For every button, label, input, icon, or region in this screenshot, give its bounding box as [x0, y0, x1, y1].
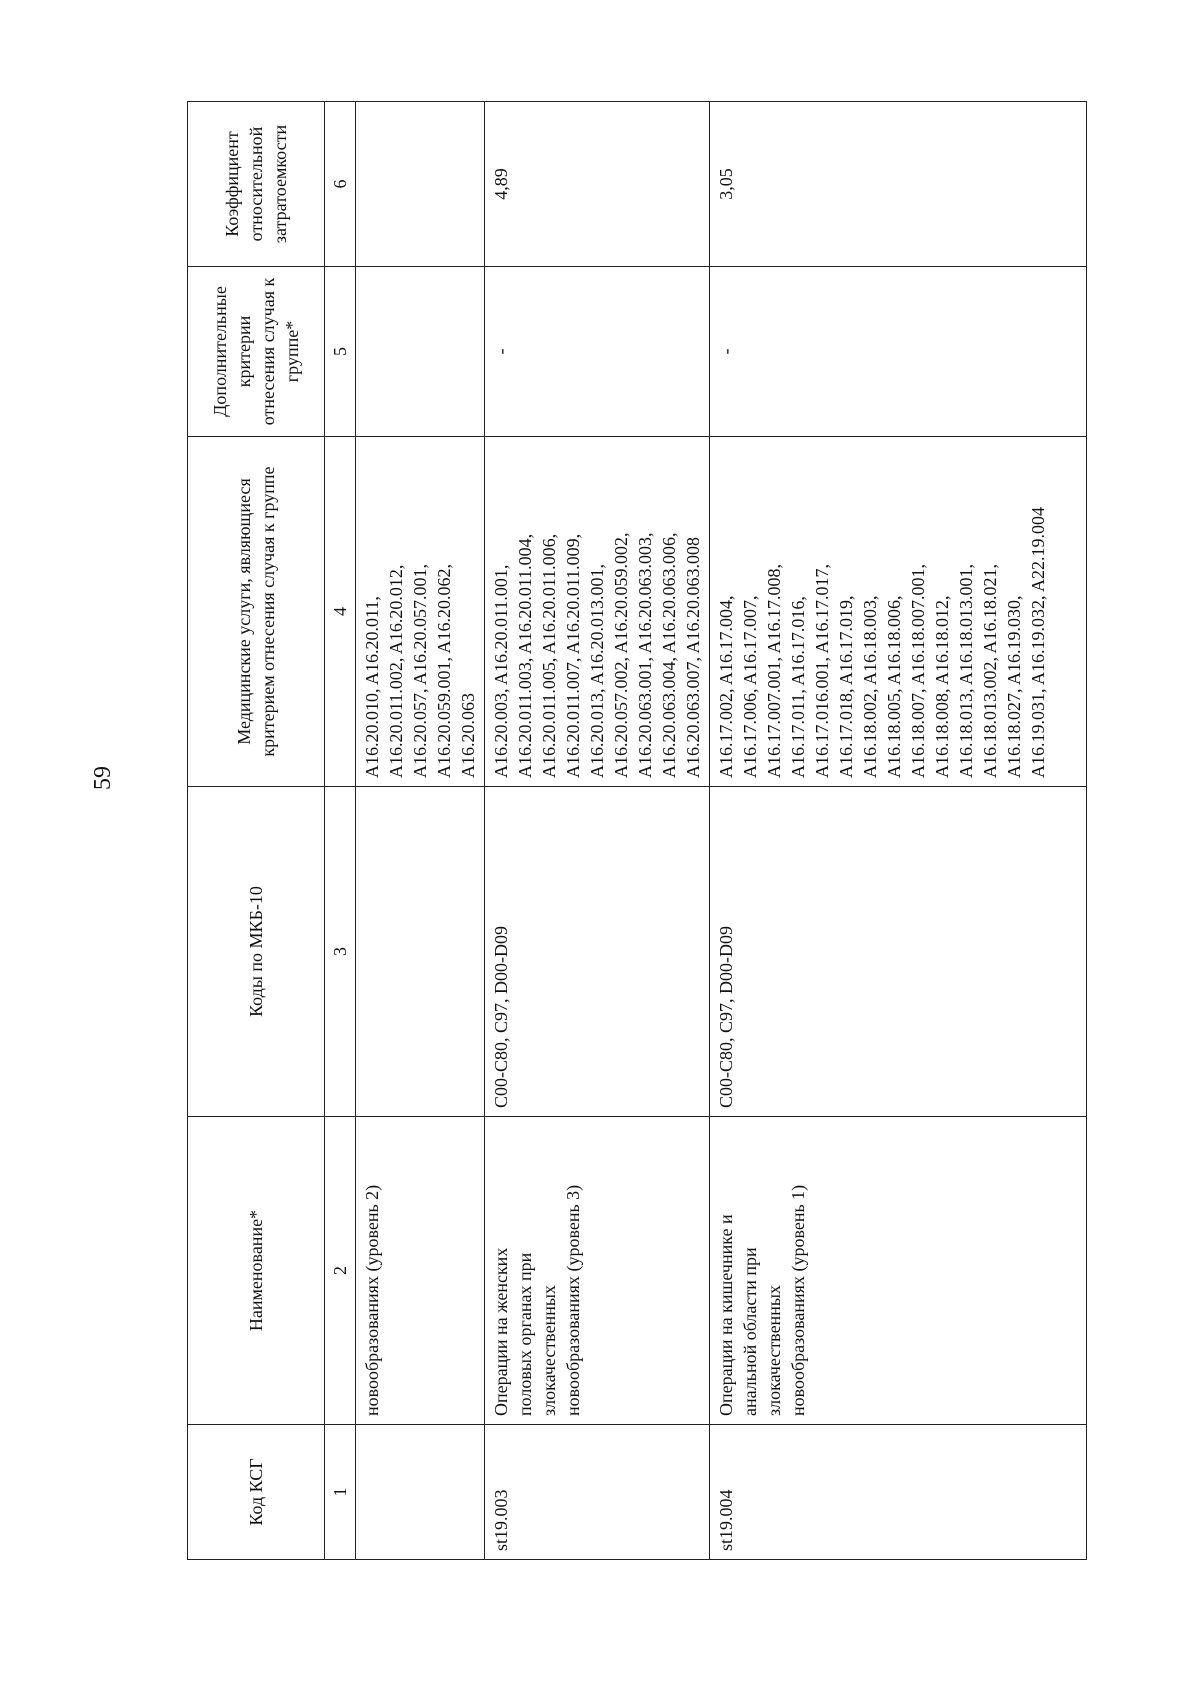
coefficient-cell: 3,05 [710, 102, 1087, 267]
coefficient-cell: 4,89 [485, 102, 710, 267]
mkb-cell: C00-C80, C97, D00-D09 [485, 787, 710, 1117]
ksg-code-cell [356, 1425, 485, 1560]
header-additional-criteria: Дополнительные критерии отнесения случая к группе* [188, 267, 325, 437]
coefficient-cell [356, 102, 485, 267]
column-number: 4 [325, 437, 356, 787]
column-number-row [325, 102, 356, 1560]
table-row [485, 102, 710, 1560]
criteria-cell [356, 267, 485, 437]
name-cell: Операции на женских половых органах при злокачественных новообразованиях (уровень 3) [485, 1117, 710, 1425]
header-ksg-code: Код КСГ [188, 1425, 325, 1560]
services-cell: A16.20.003, A16.20.011.001, A16.20.011.003, A16.20.011.004, A16.20.011.005, A16.20.011.006, A16.20.011.007, A16.20.011.009, A16.20.013, A16.20.013.001, A16.20.057.002, A16.20.059.002, A16.20.063.001, A16.20.063.003, A16.20.063.004, A16.20.063.006, A16.20.063.007, A16.20.063.008 [485, 437, 710, 787]
column-number: 5 [325, 267, 356, 437]
column-number: 2 [325, 1117, 356, 1425]
header-medical-services: Медицинские услуги, являющиеся критерием отнесения случая к группе [188, 437, 325, 787]
name-cell: Операции на кишечнике и анальной области при злокачественных новообразованиях (уровень 1) [710, 1117, 1087, 1425]
table-header-row [188, 102, 325, 1560]
mkb-cell [356, 787, 485, 1117]
ksg-code-cell: st19.003 [485, 1425, 710, 1560]
mkb-cell: C00-C80, C97, D00-D09 [710, 787, 1087, 1117]
ksg-table [187, 101, 1087, 1560]
name-cell: новообразованиях (уровень 2) [356, 1117, 485, 1425]
ksg-table-sheet [187, 102, 1112, 1560]
ksg-code-cell: st19.004 [710, 1425, 1087, 1560]
column-number: 1 [325, 1425, 356, 1560]
services-cell: A16.17.002, A16.17.004, A16.17.006, A16.17.007, A16.17.007.001, A16.17.008, A16.17.011, A16.17.016, A16.17.016.001, A16.17.017, A16.17.018, A16.17.019, A16.18.002, A16.18.003, A16.18.005, A16.18.006, A16.18.007, A16.18.007.001, A16.18.008, A16.18.012, A16.18.013, A16.18.013.001, A16.18.013.002, A16.18.021, A16.18.027, A16.19.030, A16.19.031, A16.19.032, A22.19.004 [710, 437, 1087, 787]
header-name: Наименование* [188, 1117, 325, 1425]
column-number: 6 [325, 102, 356, 267]
table-row [356, 102, 485, 1560]
services-cell: A16.20.010, A16.20.011, A16.20.011.002, A16.20.012, A16.20.057, A16.20.057.001, A16.20.059.001, A16.20.062, A16.20.063 [356, 437, 485, 787]
table-row [710, 102, 1087, 1560]
column-number: 3 [325, 787, 356, 1117]
page-number: 59 [90, 766, 116, 790]
header-cost-coefficient: Коэффициент относительной затратоемкости [188, 102, 325, 267]
criteria-cell: - [485, 267, 710, 437]
criteria-cell: - [710, 267, 1087, 437]
header-mkb-codes: Коды по МКБ-10 [188, 787, 325, 1117]
